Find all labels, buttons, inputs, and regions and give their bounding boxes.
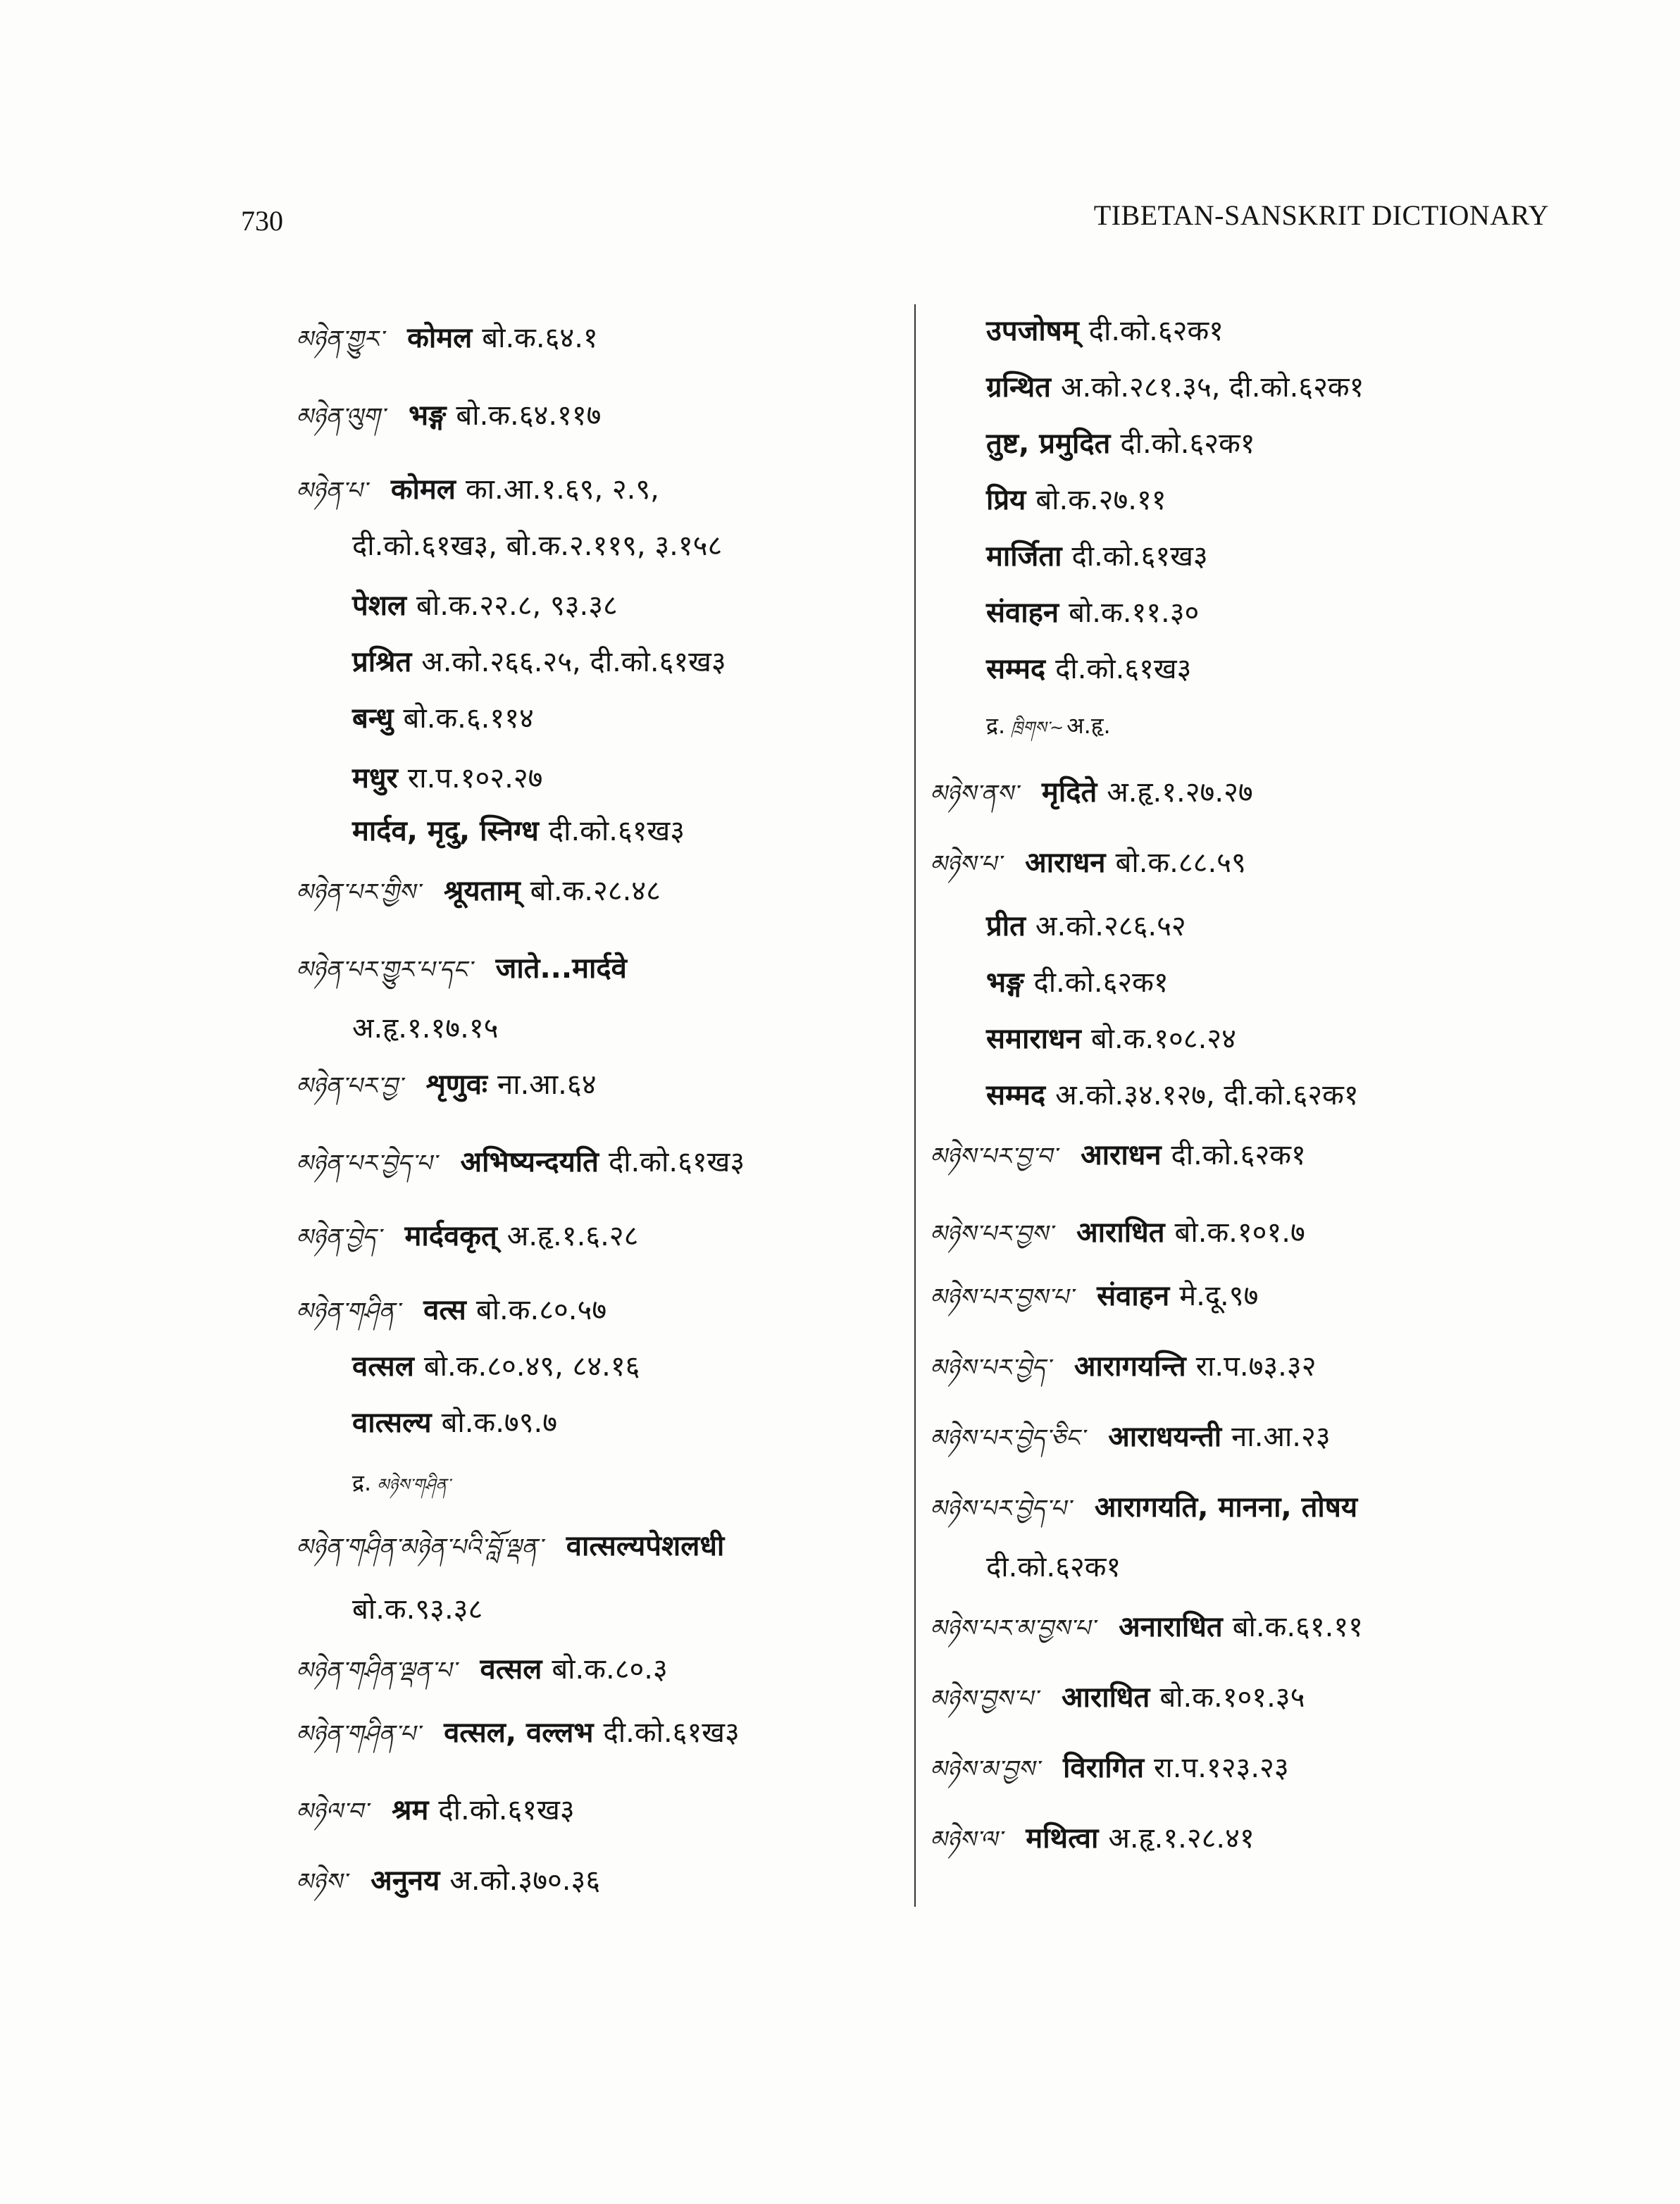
source-reference: बो.क.६१.११ [1232, 1611, 1363, 1643]
tibetan-headword: མཉེན་པ་ [296, 477, 367, 505]
tibetan-headword: མཉེན་གཤིན་པ་ [296, 1720, 421, 1748]
sanskrit-equivalent: शृणुवः [425, 1069, 488, 1101]
tibetan-headword: མཉེས་ [296, 1868, 347, 1896]
tibetan-headword: མཉེས་པར་བྱེད་པ་ [930, 1495, 1071, 1523]
sanskrit-equivalent: मार्जिता [986, 540, 1062, 573]
dictionary-entry [296, 1525, 734, 1567]
entry-continuation [352, 697, 534, 740]
source-reference: दी.को.६१ख३ [438, 1794, 575, 1826]
entry-continuation [352, 1462, 453, 1504]
sanskrit-equivalent: वात्सल्यपेशलधी [566, 1530, 725, 1562]
source-reference: दी.को.६१ख३ [603, 1717, 740, 1749]
entry-continuation [986, 592, 1199, 634]
sanskrit-equivalent: भङ्ग [408, 399, 447, 432]
sanskrit-equivalent: मार्दवकृत् [404, 1220, 497, 1252]
tibetan-headword: མཉེན་པར་གྱུར་པ་དང་ [296, 956, 472, 984]
dictionary-entry [296, 1712, 740, 1754]
sanskrit-equivalent: वत्सल [480, 1653, 542, 1686]
entry-continuation [986, 423, 1255, 465]
source-reference: अ.हृ.१.२७.२७ [1107, 776, 1253, 809]
source-reference: द्र. [352, 1469, 372, 1496]
sanskrit-equivalent: संवाहन [986, 597, 1059, 629]
source-reference: का.आ.१.६९, २.९, [465, 473, 659, 506]
source-reference: बो.क.१०१.७ [1174, 1216, 1305, 1249]
source-reference: ना.आ.२३ [1231, 1421, 1331, 1453]
dictionary-entry [296, 870, 661, 912]
dictionary-entry [296, 468, 659, 511]
sanskrit-equivalent: मृदिते [1041, 776, 1097, 809]
dictionary-entry [930, 771, 1253, 814]
source-reference: बो.क.८०.४९, ८४.१६ [423, 1350, 640, 1383]
tibetan-headword: མཉེས་པར་བྱས་ [930, 1220, 1053, 1248]
sanskrit-equivalent: श्रम [392, 1794, 429, 1826]
sanskrit-equivalent: प्रश्रित [352, 646, 412, 678]
entry-continuation [352, 1402, 557, 1444]
dictionary-entry [296, 317, 598, 359]
source-reference: दी.को.६२क१ [1171, 1139, 1306, 1171]
source-reference: रा.प.१०२.२७ [407, 762, 543, 795]
tibetan-headword: མཉེལ་བ་ [296, 1798, 368, 1826]
dictionary-entry [296, 1289, 606, 1331]
dictionary-entry [930, 1676, 1305, 1719]
sanskrit-equivalent: सम्मद [986, 653, 1046, 685]
source-reference: बो.क.१०८.२४ [1090, 1023, 1236, 1055]
tibetan-headword: མཉེས་མ་བྱས་ [930, 1755, 1040, 1783]
sanskrit-equivalent: आराधयन्ती [1108, 1421, 1222, 1453]
source-reference: बो.क.६४.१ [482, 322, 598, 354]
tibetan-headword: མཉེན་གཤིན་ [296, 1297, 400, 1326]
sanskrit-equivalent: मथित्वा [1026, 1822, 1099, 1855]
sanskrit-equivalent: अनाराधित [1119, 1611, 1223, 1643]
entry-continuation [352, 1345, 640, 1388]
sanskrit-equivalent: समाराधन [986, 1023, 1081, 1055]
tibetan-headword: མཉེན་གྱུར་ [296, 325, 384, 354]
sanskrit-equivalent: उपजोषम् [986, 315, 1079, 347]
entry-continuation [352, 641, 726, 683]
tibetan-headword: མཉེས་པར་བྱེད་ཅིང་ [930, 1424, 1085, 1452]
dictionary-entry [930, 1275, 1258, 1317]
entry-continuation [986, 310, 1224, 352]
sanskrit-equivalent: आराधित [1061, 1681, 1150, 1714]
dictionary-entry [296, 1860, 600, 1902]
cross-reference-term: ཁྲིགས་~ [1011, 718, 1064, 737]
entry-continuation [986, 961, 1169, 1004]
source-reference: रा.प.१२३.२३ [1154, 1752, 1289, 1784]
entry-continuation [352, 1588, 483, 1631]
source-reference: बो.क.८८.५९ [1115, 847, 1246, 879]
column-divider [914, 304, 916, 1907]
source-reference: अ.को.२८१.३५, दी.को.६२क१ [1060, 371, 1364, 404]
tibetan-headword: མཉེས་བྱས་པ་ [930, 1685, 1038, 1713]
entry-continuation [986, 479, 1166, 521]
entry-continuation [352, 810, 685, 852]
source-reference: बो.क.७९.७ [441, 1407, 558, 1439]
tibetan-headword: མཉེན་ལུག་ [296, 403, 385, 431]
sanskrit-equivalent: प्रीत [986, 910, 1026, 942]
sanskrit-equivalent: वात्सल्य [352, 1407, 432, 1439]
tibetan-headword: མཉེན་པར་གྱིས་ [296, 878, 421, 907]
entry-continuation [986, 1018, 1236, 1060]
sanskrit-equivalent: वत्सल, वल्लभ [444, 1717, 594, 1749]
dictionary-entry [930, 1486, 1367, 1529]
source-reference: बो.क.८०.३ [552, 1653, 668, 1686]
source-reference: बो.क.२७.११ [1035, 484, 1166, 516]
tibetan-headword: མཉེས་པར་མ་བྱས་པ་ [930, 1614, 1095, 1643]
tibetan-headword: མཉེས་པར་བྱ་བ་ [930, 1143, 1057, 1171]
tibetan-headword: མཉེན་བྱེད་ [296, 1224, 381, 1252]
sanskrit-equivalent: तुष्ट, प्रमुदित [986, 428, 1111, 460]
dictionary-entry [296, 1215, 638, 1257]
sanskrit-equivalent: ग्रन्थित [986, 371, 1051, 404]
sanskrit-equivalent: आरागयति, मानना, तोषय [1094, 1491, 1358, 1524]
cross-reference-source: अ.हृ. [1066, 712, 1111, 739]
sanskrit-equivalent: वत्स [423, 1294, 466, 1326]
entry-continuation [986, 366, 1364, 409]
dictionary-entry [930, 1817, 1255, 1860]
entry-continuation [986, 648, 1191, 690]
entry-continuation [352, 585, 618, 627]
source-reference: बो.क.२२.८, ९३.३८ [416, 590, 618, 622]
sanskrit-equivalent: वत्सल [352, 1350, 414, 1383]
source-reference: अ.हृ.१.१७.१५ [352, 1012, 499, 1045]
dictionary-entry [930, 1345, 1317, 1388]
source-reference: बो.क.१०१.३५ [1159, 1681, 1305, 1714]
entry-continuation [986, 1546, 1121, 1588]
dictionary-entry [296, 1064, 597, 1106]
sanskrit-equivalent: पेशल [352, 590, 407, 622]
source-reference: ना.आ.६४ [497, 1069, 597, 1101]
source-reference: रा.प.७३.३२ [1195, 1350, 1317, 1383]
entry-continuation [986, 1074, 1359, 1116]
tibetan-headword: མཉེས་པར་བྱས་པ་ [930, 1283, 1074, 1312]
dictionary-entry [930, 1416, 1331, 1458]
sanskrit-equivalent: मार्दव, मृदु, स्निग्ध [352, 815, 539, 847]
source-reference: बो.क.६४.११७ [456, 399, 602, 432]
source-reference: बो.क.९३.३८ [352, 1593, 483, 1626]
sanskrit-equivalent: विरागित [1063, 1752, 1145, 1784]
source-reference: दी.को.६१ख३ [608, 1146, 745, 1178]
dictionary-entry [930, 1747, 1289, 1789]
source-reference: अ.को.३७०.३६ [449, 1864, 601, 1897]
dictionary-entry [296, 1141, 745, 1183]
source-reference: दी.को.६२क१ [1088, 315, 1224, 347]
sanskrit-equivalent: अभिष्यन्दयति [460, 1146, 599, 1178]
source-reference: अ.को.२६६.२५, दी.को.६१ख३ [421, 646, 726, 678]
sanskrit-equivalent: जाते...मार्दवे [495, 952, 627, 985]
tibetan-headword: མཉེན་པར་བྱ་ [296, 1072, 402, 1100]
running-head: TIBETAN-SANSKRIT DICTIONARY [1093, 199, 1549, 231]
source-reference: अ.को.२८६.५२ [1035, 910, 1186, 942]
sanskrit-equivalent: कोमल [390, 473, 456, 506]
tibetan-headword: མཉེན་གཤིན་ལྡན་པ་ [296, 1657, 456, 1685]
sanskrit-equivalent: बन्धु [352, 702, 394, 735]
tibetan-headword: མཉེས་པ་ [930, 850, 1002, 878]
sanskrit-equivalent: आराधित [1076, 1216, 1165, 1249]
entry-continuation [352, 757, 542, 799]
source-reference: बो.क.६.११४ [403, 702, 534, 735]
source-reference: बो.क.११.३० [1069, 597, 1200, 629]
dictionary-entry [296, 1789, 575, 1831]
tibetan-headword: མཉེན་གཤིན་མཉེན་པའི་བློ་ལྡན་ [296, 1533, 542, 1562]
source-reference: दी.को.६१ख३, बो.क.२.११९, ३.१५८ [352, 530, 723, 562]
dictionary-entry [296, 947, 637, 990]
entry-continuation [352, 1007, 498, 1050]
tibetan-headword: མཉེན་པར་བྱེད་པ་ [296, 1150, 437, 1178]
sanskrit-equivalent: सम्मद [986, 1079, 1046, 1112]
sanskrit-equivalent: प्रिय [986, 484, 1026, 516]
tibetan-headword: མཉེས་ལ་ [930, 1826, 1002, 1854]
source-reference: बो.क.८०.५७ [475, 1294, 607, 1326]
dictionary-entry [930, 1134, 1306, 1176]
source-reference: द्र. [986, 712, 1006, 739]
entry-continuation [986, 704, 1111, 747]
dictionary-entry [930, 1212, 1305, 1254]
source-reference: दी.को.६२क१ [1033, 966, 1169, 999]
entry-continuation [986, 535, 1208, 578]
source-reference: दी.को.६२क१ [1120, 428, 1255, 460]
sanskrit-equivalent: आराधन [1081, 1139, 1162, 1171]
tibetan-headword: མཉེས་ནས་ [930, 780, 1018, 808]
dictionary-entry [296, 1648, 668, 1691]
sanskrit-equivalent: भङ्ग [986, 966, 1024, 999]
sanskrit-equivalent: संवाहन [1097, 1280, 1170, 1312]
source-reference: दी.को.६१ख३ [548, 815, 685, 847]
source-reference: अ.हृ.१.६.२८ [506, 1220, 639, 1252]
tibetan-headword: མཉེས་པར་བྱེད་ [930, 1354, 1050, 1382]
sanskrit-equivalent: अनुनय [371, 1864, 440, 1897]
cross-reference-term: མཉེས་གཤིན་ [377, 1475, 451, 1495]
dictionary-entry [296, 394, 601, 437]
entry-continuation [986, 905, 1186, 947]
sanskrit-equivalent: आरागयन्ति [1074, 1350, 1186, 1383]
sanskrit-equivalent: श्रूयताम् [444, 875, 521, 907]
source-reference: मे.दू.९७ [1179, 1280, 1259, 1312]
sanskrit-equivalent: आराधन [1025, 847, 1106, 879]
source-reference: दी.को.६२क१ [986, 1551, 1121, 1583]
sanskrit-equivalent: मधुर [352, 762, 398, 795]
dictionary-entry [930, 1606, 1363, 1648]
source-reference: बो.क.२८.४८ [530, 875, 661, 907]
source-reference: अ.को.३४.१२७, दी.को.६२क१ [1055, 1079, 1359, 1112]
source-reference: अ.हृ.१.२८.४१ [1108, 1822, 1255, 1855]
sanskrit-equivalent: कोमल [407, 322, 473, 354]
page-number: 730 [241, 205, 283, 237]
source-reference: दी.को.६१ख३ [1071, 540, 1208, 573]
dictionary-entry [930, 842, 1246, 884]
source-reference: दी.को.६१ख३ [1055, 653, 1192, 685]
entry-continuation [352, 525, 722, 567]
